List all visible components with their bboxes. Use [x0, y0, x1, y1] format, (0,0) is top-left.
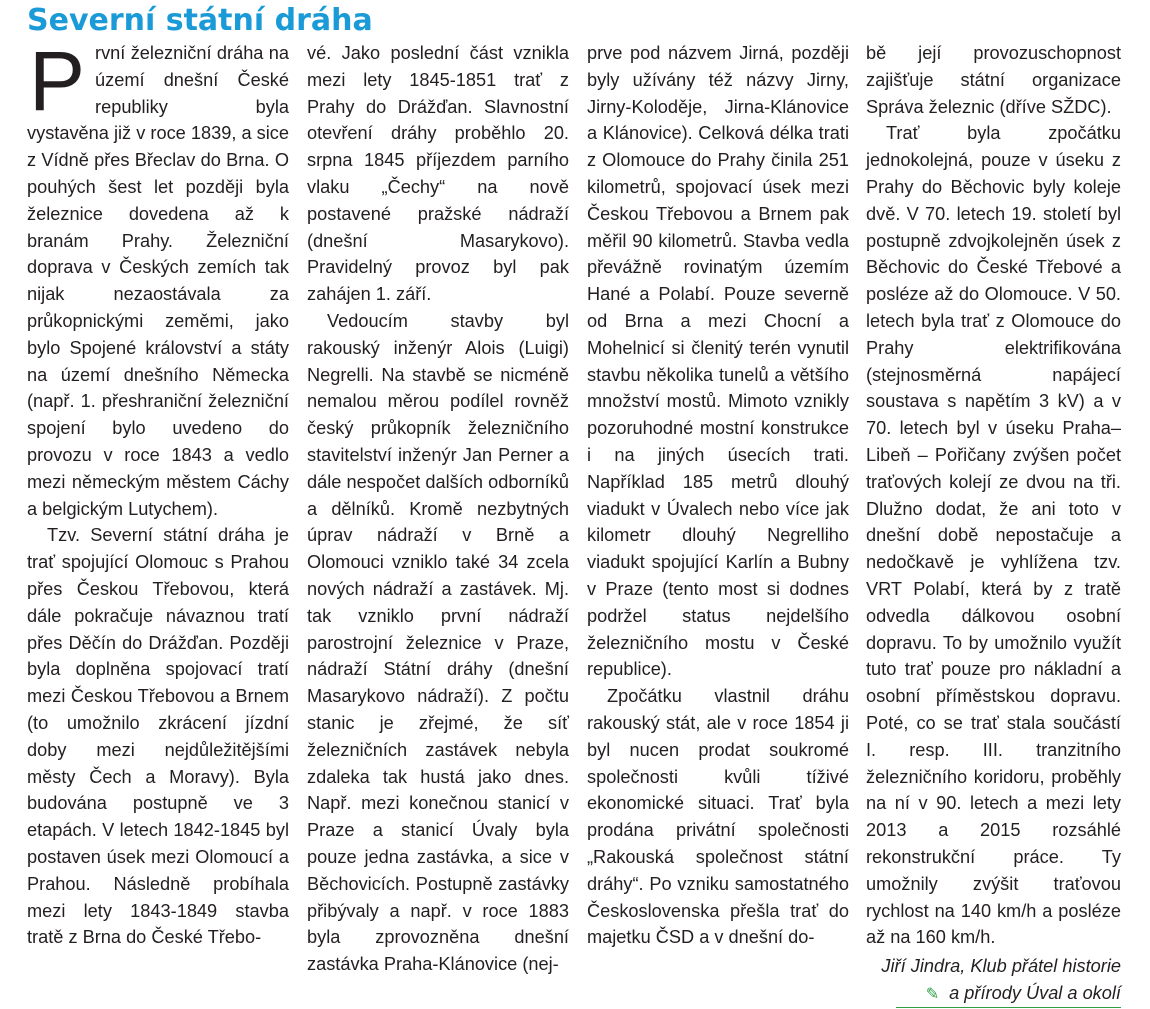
- paragraph-text: rvní železniční dráha na území dnešní České republiky byla vystavěna již v roce 1839, a sice z Vídně přes Břeclav do Brna. O pouhých šest let později byla železnice dovedena až k branám Prahy. Železniční doprava v Českých zemích tak nijak nezaostávala za průkopnickými zeměmi, jako bylo Spojené království a státy na území dnešního Německa (např. 1. přeshraniční železniční spojení bylo uvedeno do provozu v roce 1843 a vedlo mezi německým městem Cáchy a belgickým Lutychem).: [27, 43, 289, 519]
- paragraph: Tzv. Severní státní dráha je trať spojující Olomouc s Prahou přes Českou Třebovou, která dále pokračuje návaznou tratí přes Děčín do Drážďan. Později byla doplněna spojovací tratí mezi Českou Třebovou a Brnem (to umožnilo zkrácení jízdní doby mezi nejdůležitějšími městy Čech a Moravy). Byla budována postupně ve 3 etapách. V letech 1842-1845 byl postaven úsek mezi Olomoucí a Prahou. Následně probíhala mezi lety 1843-1849 stavba tratě z Brna do České Třebo-: [27, 525, 289, 948]
- paragraph: Vedoucím stavby byl rakouský inženýr Alois (Luigi) Negrelli. Na stavbě se nicméně nemalou měrou podílel rovněž český průkopník železničního stavitelství inženýr Jan Perner a dále nespočet dalších odborníků a dělníků. Kromě nezbytných úprav nádraží v Brně a Olomouci vzniklo také 34 zcela nových nádraží a zastávek. Mj. tak vzniklo první nádraží parostrojní železnice v Praze, nádraží Státní dráhy (dnešní Masarykovo nádraží). Z počtu stanic je zřejmé, že síť železničních zastávek nebyla zdaleka tak hustá jako dnes. Např. mezi konečnou stanicí v Praze a stanicí Úvaly byla pouze jedna zastávka, a sice v Běchovicích. Postupně zastávky přibývaly a např. v roce 1883 byla zprovozněna dnešní zastávka Praha-Klánovice (nej-: [307, 310, 569, 975]
- byline-author: Jiří Jindra, Klub přátel historie: [881, 956, 1121, 977]
- column-4: [866, 40, 1121, 1009]
- byline-organization-text: a přírody Úval a okolí: [949, 982, 1121, 1003]
- paragraph: Trať byla zpočátku jednokolejná, pouze v úseku z Prahy do Běchovic byly koleje dvě. V 70. letech 19. století byl postupně zdvojkolejněn úsek z Běchovic do České Třebové a posléze až do Olomouce. V 50. letech byla trať z Olomouce do Prahy elektrifikována (stejnosměrná napájecí soustava s napětím 3 kV) a v 70. letech byl v úseku Praha–Libeň – Pořičany zvýšen počet traťových kolejí ze dvou na tři. Dlužno dodat, že ani toto v dnešní době nepostačuje a nedočkavě je vyhlížena tzv. VRT Polabí, která by z tratě odvedla dálkovou osobní dopravu. To by umožnilo využít tuto trať pouze pro nákladní a osobní příměstskou dopravu. Poté, co se trať stala součástí I. resp. III. tranzitního železničního koridoru, proběhly na ní v 90. letech a mezi lety 2013 a 2015 rozsáhlé rekonstrukční práce. Ty umožnily zvýšit traťovou rychlost na 140 km/h a posléze až na 160 km/h.: [866, 123, 1121, 948]
- paragraph: bě její provozuschopnost zajišťuje státní organizace Správa železnic (dříve SŽDC).: [866, 43, 1121, 117]
- pen-icon: ✎: [925, 985, 940, 1003]
- paragraph: vé. Jako poslední část vznikla mezi lety 1845-1851 trať z Prahy do Drážďan. Slavnostní otevření dráhy proběhlo 20. srpna 1845 příjezdem parního vlaku „Čechy“ na nově postavené pražské nádraží (dnešní Masarykovo). Pravidelný provoz byl pak zahájen 1. září.: [307, 43, 569, 305]
- paragraph: [27, 34, 289, 522]
- drop-cap: P: [29, 34, 86, 128]
- paragraph: Zpočátku vlastnil dráhu rakouský stát, ale v roce 1854 ji byl nucen prodat soukromé společnosti kvůli tíživé ekonomické situaci. Trať byla prodána privátní společnosti „Rakouská společnost státní dráhy“. Po vzniku samostatného Československa přešla trať do majetku ČSD a v dnešní do-: [587, 686, 849, 948]
- byline-organization: [926, 980, 1121, 1009]
- column-3: [587, 40, 849, 951]
- article-title: Severní státní dráha: [27, 3, 373, 38]
- author-byline: [866, 953, 1121, 1009]
- column-2: [307, 40, 569, 978]
- column-1: [27, 34, 289, 951]
- paragraph: prve pod názvem Jirná, později byly užívány též názvy Jirny, Jirny-Koloděje, Jirna-Klánovice a Klánovice). Celková délka trati z Olomouce do Prahy činila 251 kilometrů, spojovací úsek mezi Českou Třebovou a Brnem pak měřil 90 kilometrů. Stavba vedla převážně rovinatým územím Hané a Polabí. Pouze severně od Brna a mezi Chocní a Mohelnicí si členitý terén vynutil stavbu několika tunelů a většího množství mostů. Mimoto vznikly pozoruhodné mostní konstrukce i na jiných úsecích trati. Například 185 metrů dlouhý viadukt v Úvalech nebo více jak kilometr dlouhý Negrelliho viadukt spojující Karlín a Bubny v Praze (tento most si dodnes podržel status nejdelšího železničního mostu v České republice).: [587, 43, 849, 680]
